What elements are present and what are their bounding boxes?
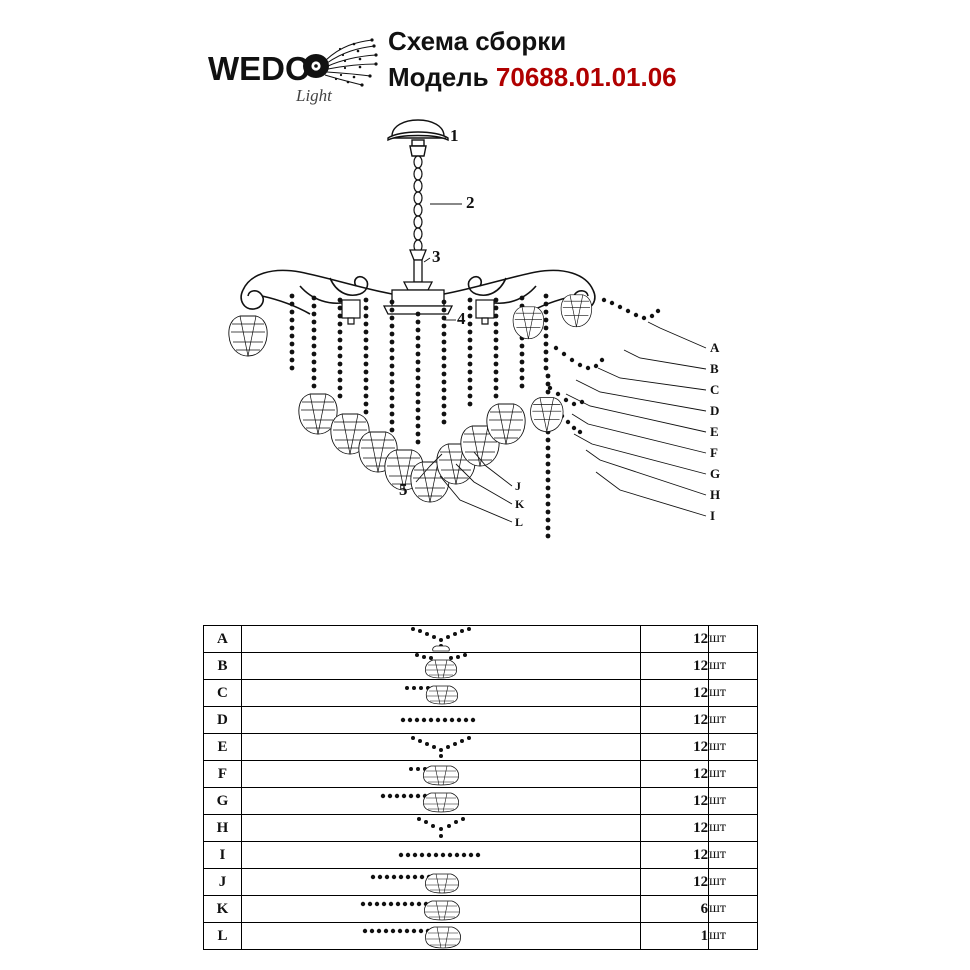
suspension-chain: [414, 156, 422, 252]
row-part-image: [241, 653, 640, 680]
diagram-label-b: B: [710, 361, 719, 376]
row-part-image: [241, 923, 640, 950]
row-unit: шт: [709, 680, 758, 707]
model-label: Модель: [388, 62, 489, 92]
row-letter: G: [204, 788, 242, 815]
row-qty: 12: [641, 707, 709, 734]
row-qty: 12: [641, 626, 709, 653]
row-unit: шт: [709, 626, 758, 653]
row-unit: шт: [709, 896, 758, 923]
row-letter: D: [204, 707, 242, 734]
row-letter: H: [204, 815, 242, 842]
rod-connector: [404, 250, 432, 290]
table-row: [204, 707, 758, 734]
row-qty: 12: [641, 680, 709, 707]
table-row: [204, 896, 758, 923]
row-part-image: [241, 788, 640, 815]
row-unit: шт: [709, 788, 758, 815]
title-block: [388, 26, 677, 94]
row-unit: шт: [709, 734, 758, 761]
row-part-image: [241, 626, 640, 653]
model-number: 70688.01.01.06: [495, 62, 677, 92]
table-row: [204, 923, 758, 950]
chandelier-illustration: [0, 100, 970, 600]
diagram-label-f: F: [710, 445, 718, 460]
row-part-image: [241, 815, 640, 842]
table-row: [204, 680, 758, 707]
diagram-label-i: I: [710, 508, 716, 523]
row-unit: шт: [709, 653, 758, 680]
row-qty: 12: [641, 869, 709, 896]
crystal-pendants: [229, 295, 592, 502]
callout-3: 3: [432, 247, 441, 266]
brand-sub: Light: [296, 86, 332, 105]
row-letter: C: [204, 680, 242, 707]
callout-4: 4: [457, 309, 466, 328]
row-qty: 12: [641, 734, 709, 761]
assembly-diagram: [0, 100, 970, 600]
callout-1: 1: [450, 126, 459, 145]
callout-5: 5: [399, 480, 408, 499]
row-part-image: [241, 842, 640, 869]
row-unit: шт: [709, 707, 758, 734]
brand-name: WEDO: [208, 50, 311, 87]
page-title: Схема сборки: [388, 26, 567, 56]
row-qty: 1: [641, 923, 709, 950]
row-letter: I: [204, 842, 242, 869]
diagram-label-h: H: [710, 487, 721, 502]
row-qty: 12: [641, 653, 709, 680]
row-letter: J: [204, 869, 242, 896]
table-row: [204, 815, 758, 842]
row-letter: L: [204, 923, 242, 950]
table-row: [204, 842, 758, 869]
diagram-label-c: C: [710, 382, 720, 397]
table-row: [204, 788, 758, 815]
diagram-label-l: L: [515, 515, 524, 529]
diagram-label-d: D: [710, 403, 720, 418]
row-part-image: [241, 680, 640, 707]
table-row: [204, 626, 758, 653]
row-unit: шт: [709, 869, 758, 896]
row-qty: 12: [641, 761, 709, 788]
diagram-label-k: K: [515, 497, 525, 511]
row-qty: 6: [641, 896, 709, 923]
row-qty: 12: [641, 842, 709, 869]
table-row: [204, 653, 758, 680]
row-unit: шт: [709, 761, 758, 788]
row-unit: шт: [709, 842, 758, 869]
parts-table: [203, 625, 758, 950]
row-qty: 12: [641, 788, 709, 815]
table-row: [204, 734, 758, 761]
diagram-label-j: J: [515, 479, 521, 493]
page-header: [0, 0, 970, 110]
diagram-label-e: E: [710, 424, 719, 439]
row-letter: B: [204, 653, 242, 680]
row-letter: F: [204, 761, 242, 788]
table-row: [204, 761, 758, 788]
row-part-image: [241, 734, 640, 761]
row-letter: A: [204, 626, 242, 653]
row-part-image: [241, 896, 640, 923]
row-part-image: [241, 869, 640, 896]
row-part-image: [241, 761, 640, 788]
row-letter: K: [204, 896, 242, 923]
diagram-label-g: G: [710, 466, 721, 481]
callout-2: 2: [466, 193, 475, 212]
table-row: [204, 869, 758, 896]
row-unit: шт: [709, 815, 758, 842]
diagram-label-a: A: [710, 340, 720, 355]
brand-logo: [208, 24, 378, 105]
row-unit: шт: [709, 923, 758, 950]
row-part-image: [241, 707, 640, 734]
row-letter: E: [204, 734, 242, 761]
row-qty: 12: [641, 815, 709, 842]
